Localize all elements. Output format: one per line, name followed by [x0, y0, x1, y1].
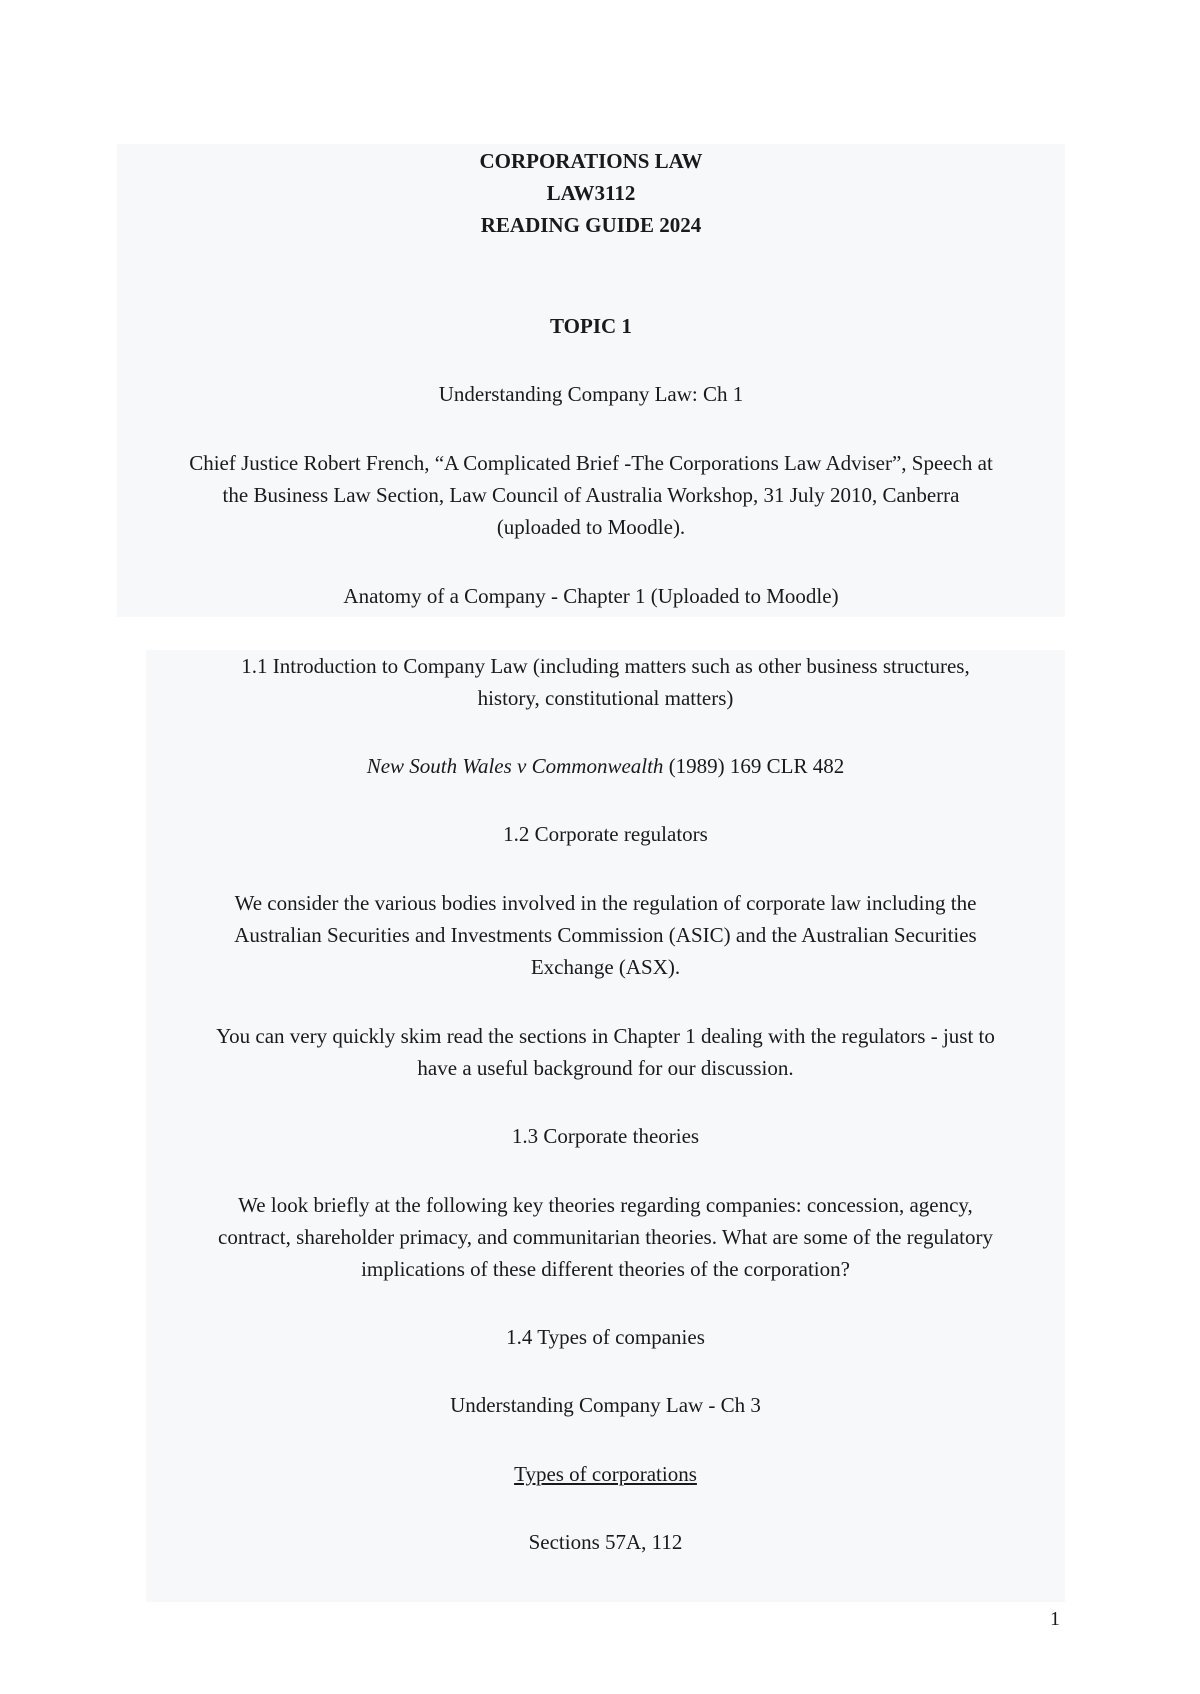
section-1-1-heading-line-2: history, constitutional matters) — [477, 686, 734, 710]
reading-speech-line-2: the Business Law Section, Law Council of Australia Workshop, 31 July 2010, Canberra — [222, 483, 960, 507]
reading-anatomy: Anatomy of a Company - Chapter 1 (Uploaded to Moodle) — [343, 584, 839, 608]
topic-title: TOPIC 1 — [550, 314, 632, 338]
reading-speech-line-1: Chief Justice Robert French, “A Complicated Brief -The Corporations Law Adviser”, Speech at — [189, 451, 993, 475]
case-name: New South Wales v Commonwealth — [366, 754, 664, 778]
section-1-4-subheading: Types of corporations — [514, 1462, 697, 1486]
section-1-2-para-1-line-2: Australian Securities and Investments Commission (ASIC) and the Australian Securities — [234, 923, 977, 947]
reading-speech-line-3: (uploaded to Moodle). — [496, 515, 686, 539]
section-1-2-para-1-line-3: Exchange (ASX). — [530, 955, 681, 979]
topic-intro-block — [117, 144, 1065, 617]
section-1-1-heading-line-1: 1.1 Introduction to Company Law (including matters such as other business structures, — [241, 654, 970, 678]
page-number: 1 — [1050, 1608, 1060, 1630]
case-reference — [146, 750, 1065, 782]
section-1-4-reading: Understanding Company Law - Ch 3 — [450, 1393, 761, 1417]
section-1-2-heading: 1.2 Corporate regulators — [503, 822, 708, 846]
guide-title: READING GUIDE 2024 — [480, 213, 702, 237]
section-1-3-para-line-1: We look briefly at the following key theories regarding companies: concession, agency, — [238, 1193, 973, 1217]
section-1-3-para-line-2: contract, shareholder primacy, and communitarian theories. What are some of the regulatory — [218, 1225, 993, 1249]
section-1-2-para-2-line-1: You can very quickly skim read the sections in Chapter 1 dealing with the regulators - just to — [216, 1024, 995, 1048]
course-title: CORPORATIONS LAW — [479, 149, 703, 173]
section-1-2-para-2-line-2: have a useful background for our discussion. — [417, 1056, 794, 1080]
section-1-4-heading: 1.4 Types of companies — [506, 1325, 705, 1349]
section-1-4-sections: Sections 57A, 112 — [528, 1530, 683, 1554]
case-citation: (1989) 169 CLR 482 — [663, 754, 845, 778]
section-1-3-heading: 1.3 Corporate theories — [511, 1124, 700, 1148]
course-code: LAW3112 — [546, 181, 636, 205]
section-1-3-para-line-3: implications of these different theories of the corporation? — [361, 1257, 850, 1281]
section-1-2-para-1-line-1: We consider the various bodies involved in the regulation of corporate law including the — [234, 891, 977, 915]
topic-sections-block — [146, 650, 1065, 1602]
reading-textbook-ch1: Understanding Company Law: Ch 1 — [438, 382, 744, 406]
